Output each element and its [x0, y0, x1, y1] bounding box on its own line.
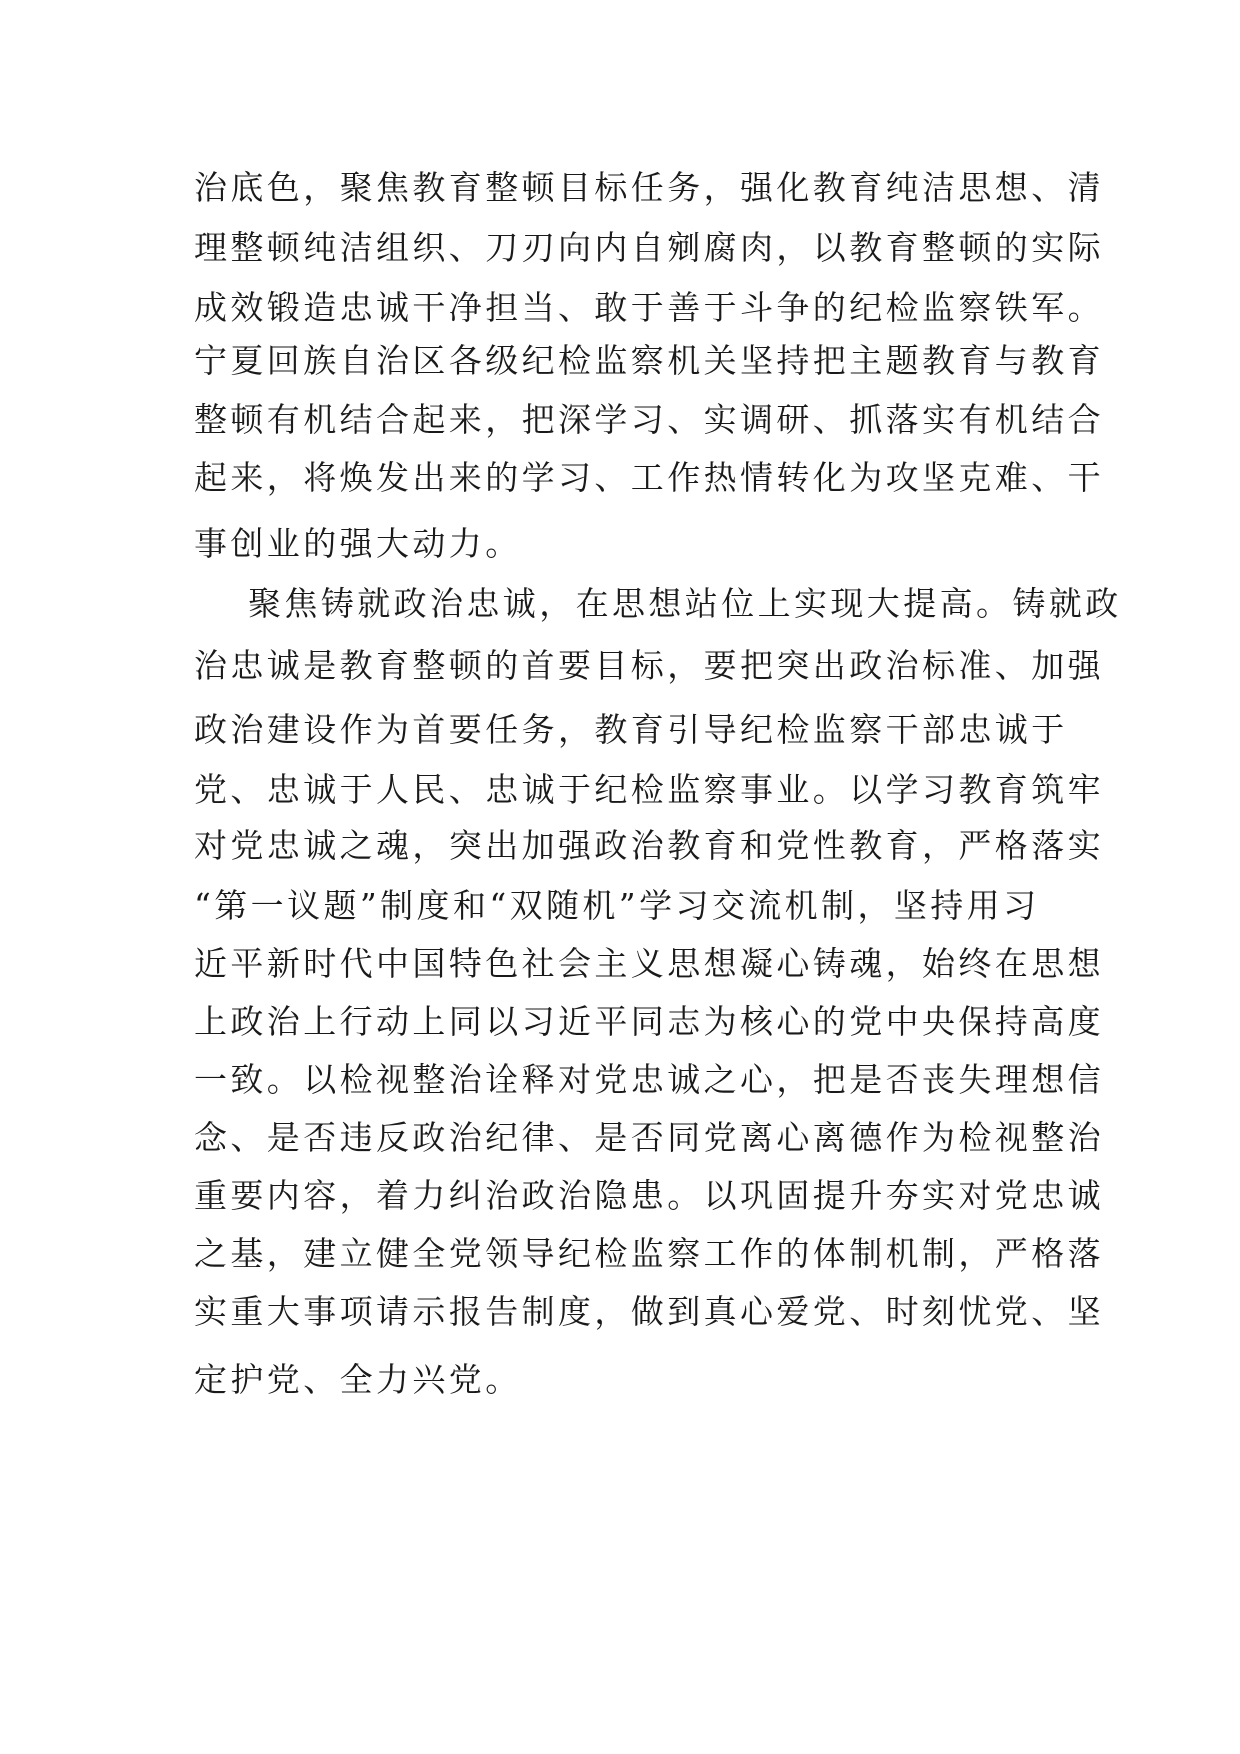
text-line: 成效锻造忠诚干净担当、敢于善于斗争的纪检监察铁军。 [194, 288, 1104, 327]
text-line: 理整顿纯洁组织、刀刃向内自剜腐肉，以教育整顿的实际 [194, 228, 1104, 267]
text-line: 之基，建立健全党领导纪检监察工作的体制机制，严格落 [194, 1234, 1104, 1273]
text-line: 起来，将焕发出来的学习、工作热情转化为攻坚克难、干 [194, 458, 1104, 497]
text-line: 治底色，聚焦教育整顿目标任务，强化教育纯洁思想、清 [194, 168, 1104, 207]
text-line: “第一议题”制度和“双随机”学习交流机制，坚持用习 [194, 886, 1040, 925]
text-line: 一致。以检视整治诠释对党忠诚之心，把是否丧失理想信 [194, 1060, 1104, 1099]
text-line: 近平新时代中国特色社会主义思想凝心铸魂，始终在思想 [194, 944, 1104, 983]
text-line: 治忠诚是教育整顿的首要目标，要把突出政治标准、加强 [194, 646, 1104, 685]
text-line: 上政治上行动上同以习近平同志为核心的党中央保持高度 [194, 1002, 1104, 1041]
text-line: 念、是否违反政治纪律、是否同党离心离德作为检视整治 [194, 1118, 1104, 1157]
text-line: 宁夏回族自治区各级纪检监察机关坚持把主题教育与教育 [194, 341, 1104, 380]
paragraph-first-line: 聚焦铸就政治忠诚，在思想站位上实现大提高。铸就政 [248, 584, 1122, 623]
text-line: 整顿有机结合起来，把深学习、实调研、抓落实有机结合 [194, 400, 1104, 439]
text-line: 政治建设作为首要任务，教育引导纪检监察干部忠诚于 [194, 710, 1068, 749]
text-line: 党、忠诚于人民、忠诚于纪检监察事业。以学习教育筑牢 [194, 770, 1104, 809]
text-line: 事创业的强大动力。 [194, 524, 522, 563]
text-line: 重要内容，着力纠治政治隐患。以巩固提升夯实对党忠诚 [194, 1176, 1104, 1215]
text-line: 对党忠诚之魂，突出加强政治教育和党性教育，严格落实 [194, 826, 1104, 865]
text-line: 定护党、全力兴党。 [194, 1360, 522, 1399]
text-line: 实重大事项请示报告制度，做到真心爱党、时刻忧党、坚 [194, 1292, 1104, 1331]
